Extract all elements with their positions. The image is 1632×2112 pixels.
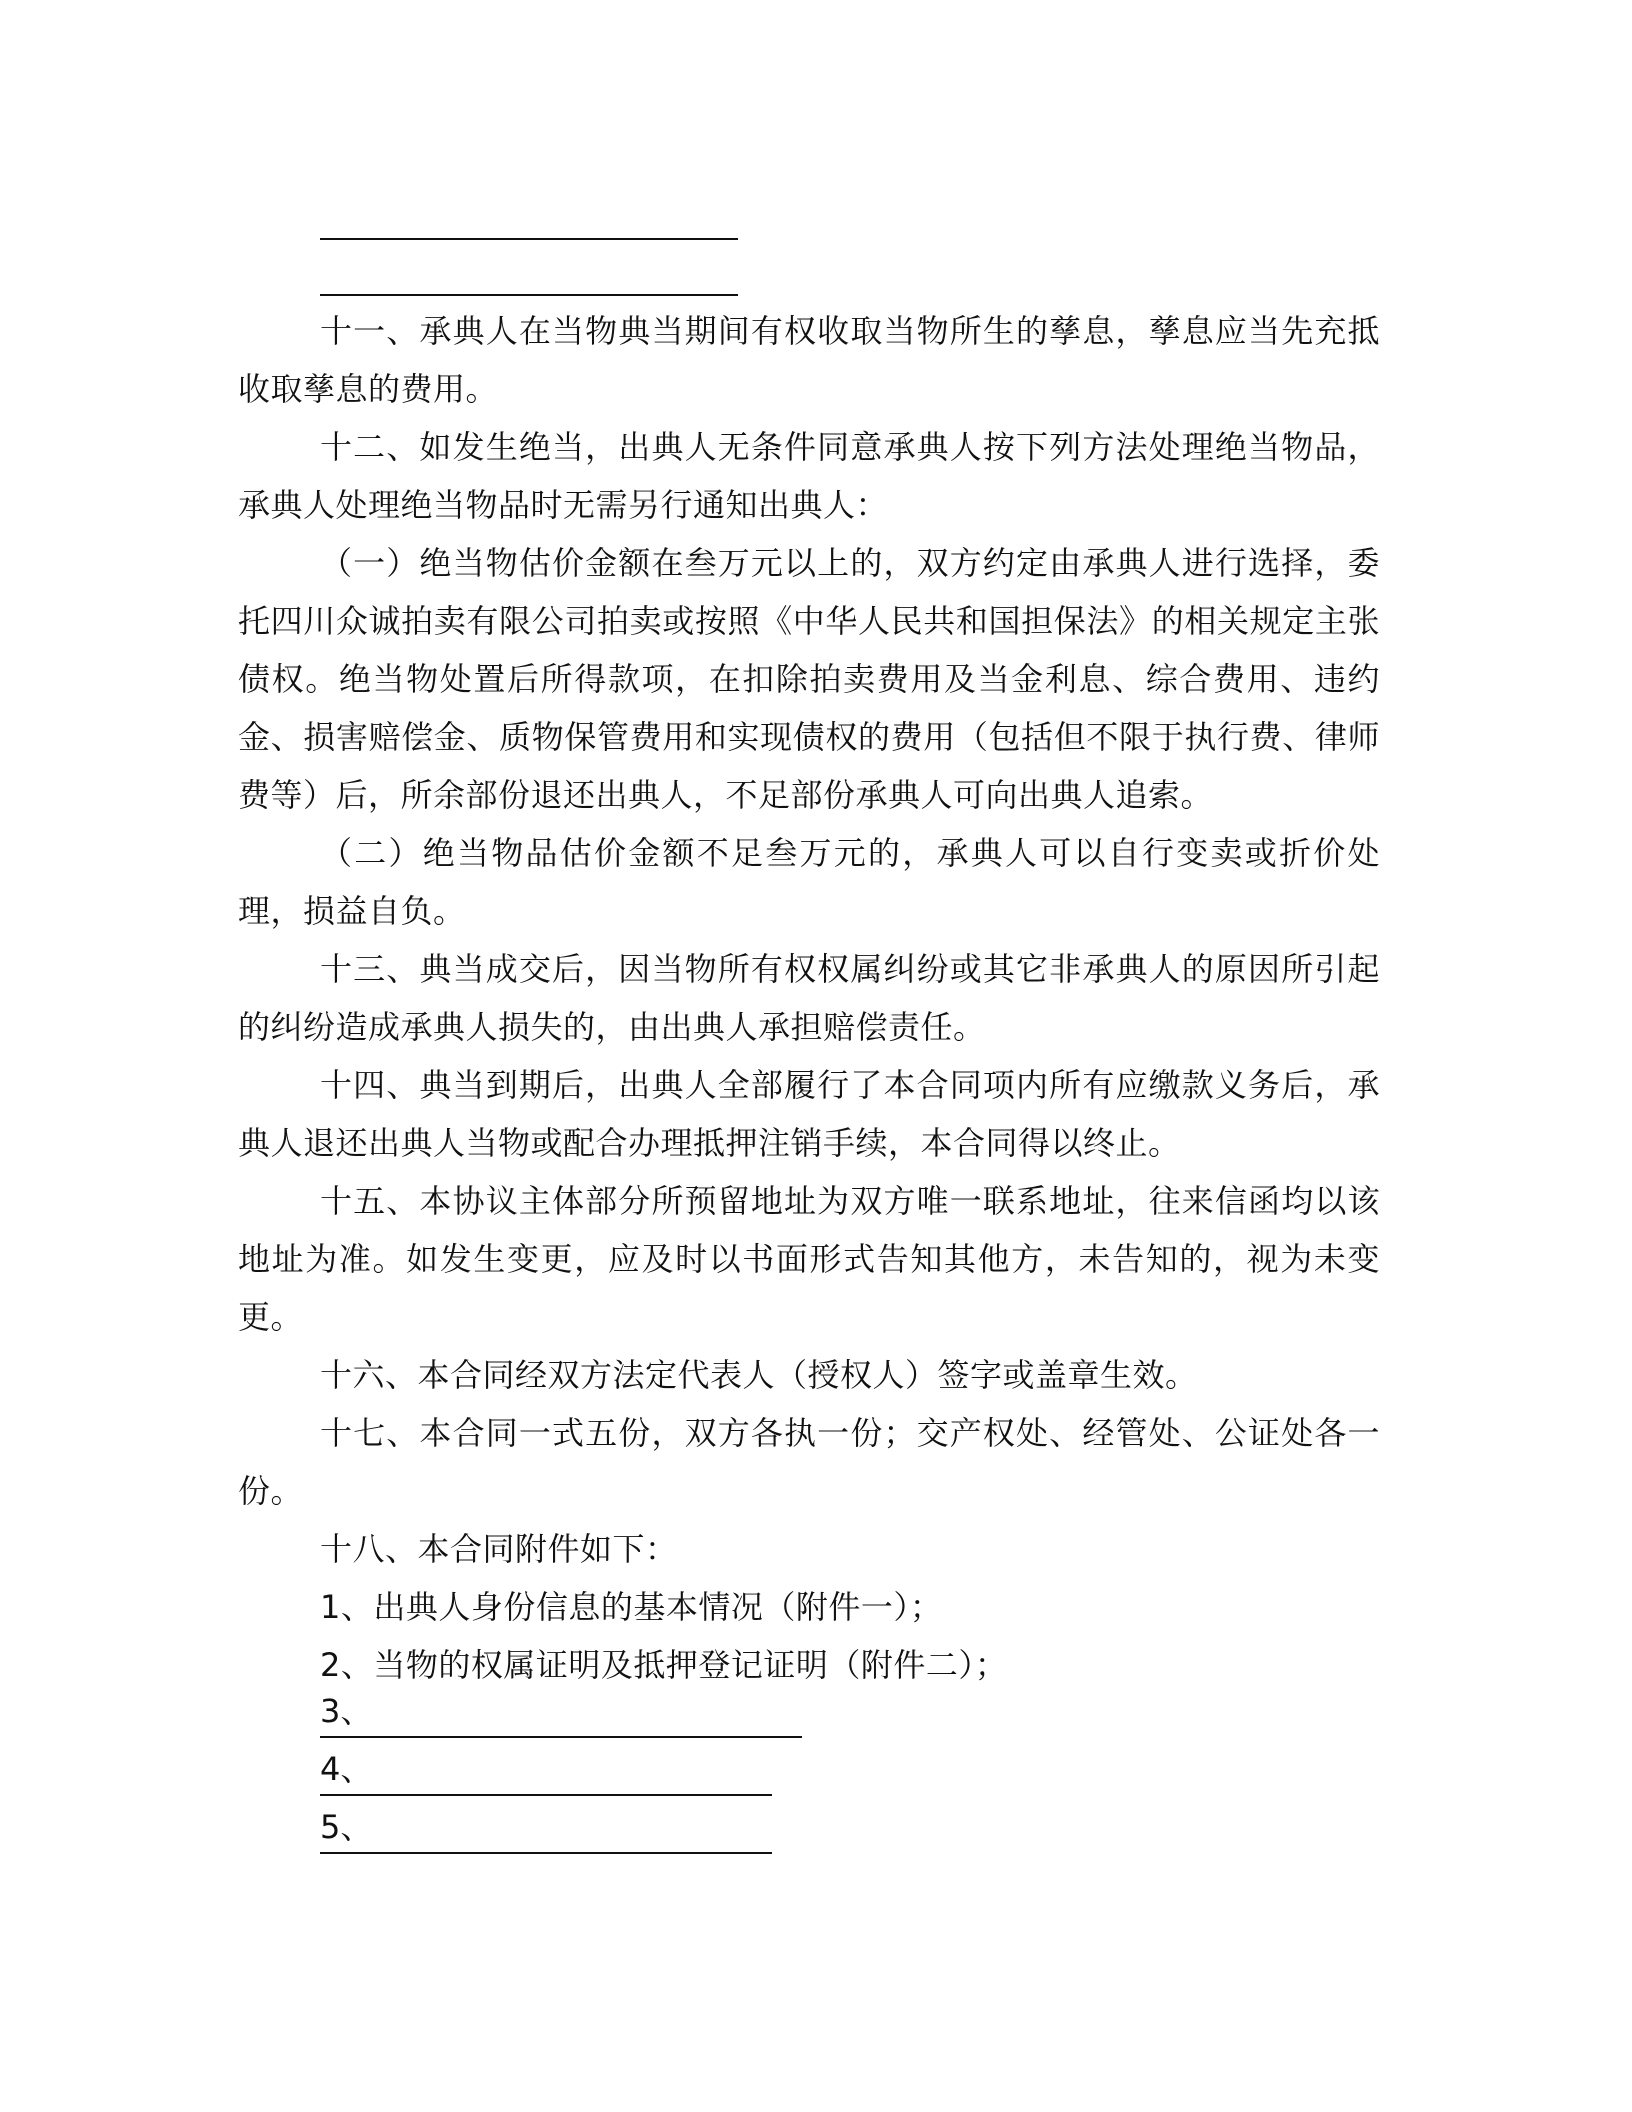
attachment-blank-3-line <box>320 1736 802 1738</box>
clause-12-item-2: （二）绝当物品估价金额不足叁万元的，承典人可以自行变卖或折价处理，损益自负。 <box>238 834 1380 930</box>
attachment-blank-4-number: 4、 <box>320 1750 373 1788</box>
clause-12-item-1: （一）绝当物估价金额在叁万元以上的，双方约定由承典人进行选择，委托四川众诚拍卖有限公司拍卖或按照《中华人民共和国担保法》的相关规定主张债权。绝当物处置后所得款项，在扣除拍卖费用及当金利息、综合费用、违约金、损害赔偿金、质物保管费用和实现债权的费用（包括但不限于执行费、律师费等）后，所余部份退还出典人，不足部份承典人可向出典人追索。 <box>238 544 1380 814</box>
clause-17: 十七、本合同一式五份，双方各执一份；交产权处、经管处、公证处各一份。 <box>238 1414 1380 1510</box>
attachment-2: 2、当物的权属证明及抵押登记证明（附件二）； <box>320 1646 1008 1684</box>
blank-line-top-2 <box>320 294 738 296</box>
attachment-blank-5-line <box>320 1852 772 1854</box>
contract-body <box>238 302 1380 1694</box>
attachment-blank-4 <box>320 1740 372 1798</box>
blank-line-top-1 <box>320 238 738 240</box>
attachment-blank-3 <box>320 1682 372 1740</box>
clause-11: 十一、承典人在当物典当期间有权收取当物所生的孳息，孳息应当先充抵收取孳息的费用。 <box>238 312 1380 408</box>
clause-16: 十六、本合同经双方法定代表人（授权人）签字或盖章生效。 <box>320 1356 1198 1394</box>
attachment-blanks <box>320 1682 372 1856</box>
clause-15: 十五、本协议主体部分所预留地址为双方唯一联系地址，往来信函均以该地址为准。如发生变更，应及时以书面形式告知其他方，未告知的，视为未变更。 <box>238 1182 1380 1336</box>
clause-13: 十三、典当成交后，因当物所有权权属纠纷或其它非承典人的原因所引起的纠纷造成承典人损失的，由出典人承担赔偿责任。 <box>238 950 1380 1046</box>
clause-18: 十八、本合同附件如下： <box>320 1530 678 1568</box>
clause-14: 十四、典当到期后，出典人全部履行了本合同项内所有应缴款义务后，承典人退还出典人当物或配合办理抵押注销手续，本合同得以终止。 <box>238 1066 1380 1162</box>
attachment-1: 1、出典人身份信息的基本情况（附件一）； <box>320 1588 943 1626</box>
clause-12: 十二、如发生绝当，出典人无条件同意承典人按下列方法处理绝当物品，承典人处理绝当物品时无需另行通知出典人： <box>238 428 1380 524</box>
attachment-blank-3-number: 3、 <box>320 1692 373 1730</box>
attachment-blank-5 <box>320 1798 372 1856</box>
attachment-blank-4-line <box>320 1794 772 1796</box>
attachment-blank-5-number: 5、 <box>320 1808 373 1846</box>
